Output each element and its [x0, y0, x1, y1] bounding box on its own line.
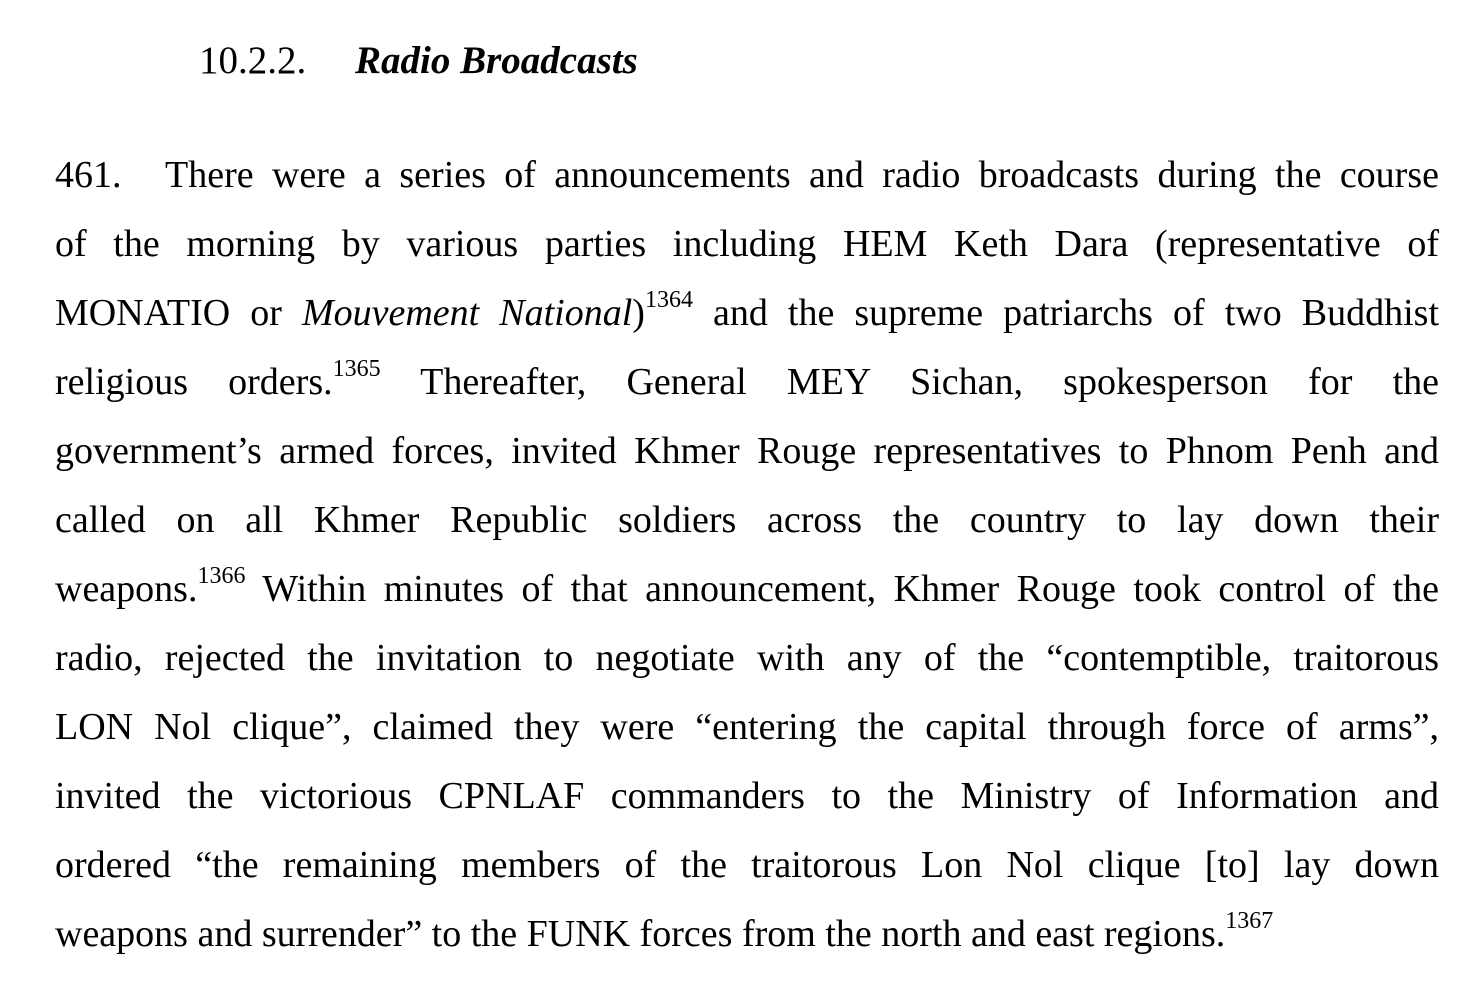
text-segment: Thereafter, General MEY Sichan, spokesperson for the [380, 361, 1439, 403]
paragraph-461 [55, 141, 1439, 969]
footnote-ref-1366[interactable]: 1366 [197, 563, 246, 589]
footnote-ref-1367[interactable]: 1367 [1225, 908, 1274, 934]
text-line: radio, rejected the invitation to negotiate with any of the “contemptible, traitorous [55, 637, 1439, 679]
text-line: invited the victorious CPNLAF commanders to the Ministry of Information and [55, 775, 1439, 817]
text-segment: MONATIO or [55, 292, 302, 334]
text-segment: religious orders. [55, 361, 333, 403]
text-line: of the morning by various parties including HEM Keth Dara (representative of [55, 223, 1439, 265]
paragraph-number: 461. [55, 154, 122, 196]
text-segment: Within minutes of that announcement, Khmer Rouge took control of the [245, 568, 1439, 610]
text-segment: weapons. [55, 568, 198, 610]
text-line: LON Nol clique”, claimed they were “entering the capital through force of arms”, [55, 706, 1439, 748]
text-segment: and the supreme patriarchs of two Buddhist [692, 292, 1439, 334]
italic-term: Mouvement National [301, 292, 633, 334]
footnote-ref-1364[interactable]: 1364 [644, 287, 693, 313]
text-line: government’s armed forces, invited Khmer Rouge representatives to Phnom Penh and [55, 430, 1439, 472]
text-line [55, 279, 1439, 348]
text-segment: There were a series of announcements and radio broadcasts during the course [165, 154, 1439, 196]
text-line [55, 141, 1439, 210]
text-line [55, 900, 1439, 969]
text-segment: weapons and surrender” to the FUNK forces from the north and east regions. [55, 913, 1226, 955]
text-line: called on all Khmer Republic soldiers across the country to lay down their [55, 499, 1439, 541]
text-segment: ) [632, 292, 645, 334]
section-heading [199, 34, 638, 88]
text-line: ordered “the remaining members of the traitorous Lon Nol clique [to] lay down [55, 844, 1439, 886]
text-line [55, 555, 1439, 624]
footnote-ref-1365[interactable]: 1365 [332, 356, 381, 382]
section-number: 10.2.2. [199, 39, 307, 82]
section-title: Radio Broadcasts [355, 39, 638, 82]
text-line [55, 348, 1439, 417]
